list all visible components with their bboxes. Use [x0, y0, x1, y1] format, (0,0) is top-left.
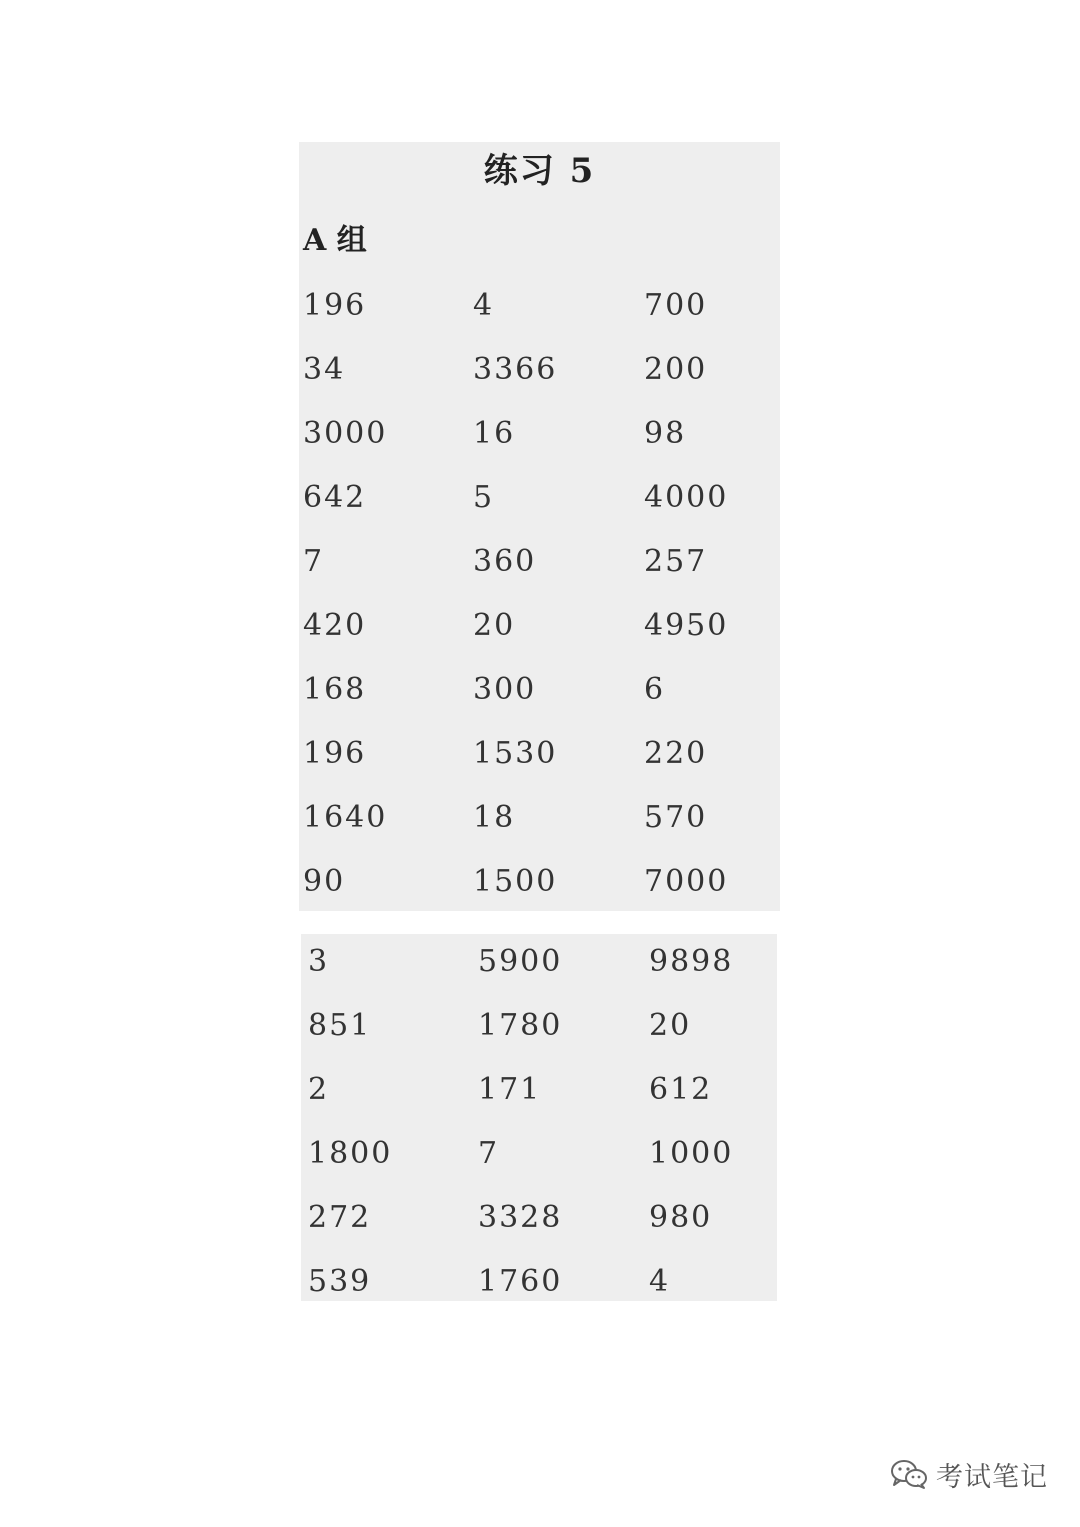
watermark: [890, 1452, 1048, 1496]
answer-row: [301, 1130, 777, 1194]
answer-cell: 3366: [473, 352, 558, 387]
answer-rows-bottom: [301, 938, 777, 1322]
answer-cell: 196: [303, 736, 367, 771]
answer-cell: 1500: [473, 864, 558, 899]
answer-cell: 5900: [478, 944, 563, 979]
answer-cell: 20: [649, 1008, 692, 1043]
answer-cell: 220: [644, 736, 708, 771]
answer-row: [299, 410, 780, 474]
answer-row: [301, 1066, 777, 1130]
answer-cell: 5: [473, 480, 495, 515]
answer-cell: 851: [308, 1008, 372, 1043]
answer-row: [299, 282, 780, 346]
answer-cell: 3000: [303, 416, 388, 451]
answer-cell: 360: [473, 544, 537, 579]
answer-cell: 272: [308, 1200, 372, 1235]
answer-cell: 98: [644, 416, 687, 451]
answer-row: [299, 858, 780, 922]
answer-cell: 200: [644, 352, 708, 387]
answer-cell: 1760: [478, 1264, 563, 1299]
answer-cell: 3328: [478, 1200, 563, 1235]
answer-row: [301, 1002, 777, 1066]
answer-row: [301, 1194, 777, 1258]
answer-cell: 7: [303, 544, 325, 579]
answer-cell: 90: [303, 864, 346, 899]
answer-cell: 300: [473, 672, 537, 707]
page-title: 练习 5: [483, 151, 596, 191]
answer-cell: 4000: [644, 480, 729, 515]
answer-row: [299, 730, 780, 794]
answer-rows-top: [299, 282, 780, 922]
answer-cell: 9898: [649, 944, 734, 979]
answer-row: [299, 794, 780, 858]
answer-cell: 18: [473, 800, 516, 835]
answer-cell: 7000: [644, 864, 729, 899]
answer-cell: 257: [644, 544, 708, 579]
answer-cell: 20: [473, 608, 516, 643]
answer-cell: 642: [303, 480, 367, 515]
answer-row: [299, 538, 780, 602]
answer-cell: 1530: [473, 736, 558, 771]
answer-cell: 4950: [644, 608, 729, 643]
answer-cell: 34: [303, 352, 346, 387]
answer-cell: 980: [649, 1200, 713, 1235]
answer-cell: 6: [644, 672, 666, 707]
answer-row: [301, 1258, 777, 1322]
answer-row: [299, 666, 780, 730]
answer-cell: 4: [649, 1264, 671, 1299]
answer-row: [299, 346, 780, 410]
answer-row: [301, 938, 777, 1002]
answer-panel-bottom: [301, 934, 777, 1301]
answer-cell: 2: [308, 1072, 330, 1107]
answer-cell: 171: [478, 1072, 542, 1107]
answer-cell: 539: [308, 1264, 372, 1299]
answer-cell: 612: [649, 1072, 713, 1107]
answer-cell: 3: [308, 944, 330, 979]
answer-cell: 570: [644, 800, 708, 835]
answer-cell: 1000: [649, 1136, 734, 1171]
answer-panel-top: [299, 142, 780, 911]
answer-row: [299, 474, 780, 538]
answer-cell: 4: [473, 288, 495, 323]
answer-cell: 1780: [478, 1008, 563, 1043]
answer-cell: 700: [644, 288, 708, 323]
answer-cell: 7: [478, 1136, 500, 1171]
answer-cell: 168: [303, 672, 367, 707]
answer-cell: 196: [303, 288, 367, 323]
answer-cell: 16: [473, 416, 516, 451]
answer-cell: 1640: [303, 800, 388, 835]
watermark-text: 考试笔记: [936, 1461, 1048, 1493]
answer-cell: 1800: [308, 1136, 393, 1171]
answer-cell: 420: [303, 608, 367, 643]
wechat-logo-icon: [890, 1458, 928, 1490]
group-label: A 组: [303, 223, 367, 258]
answer-row: [299, 602, 780, 666]
